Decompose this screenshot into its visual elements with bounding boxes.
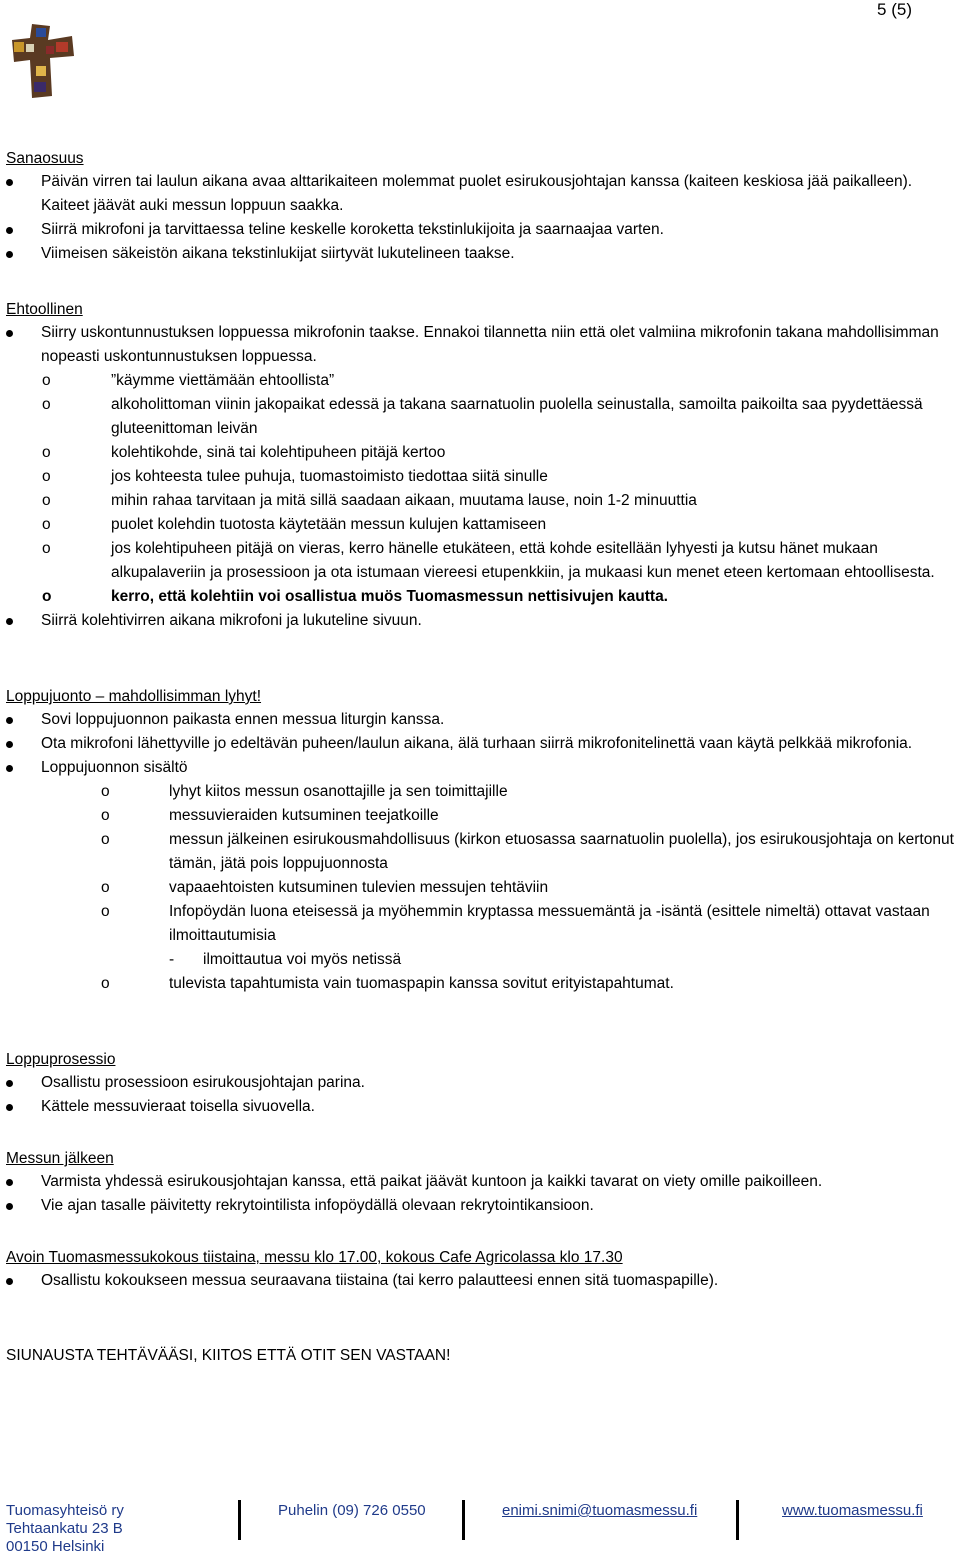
list-item: Sovi loppujuonnon paikasta ennen messua liturgin kanssa. <box>6 708 956 732</box>
tuomasmessu-cross-logo <box>6 22 78 100</box>
section-heading-loppujuonto: Loppujuonto – mahdollisimman lyhyt! <box>6 688 262 705</box>
footer-org: Tuomasyhteisö ry <box>6 1502 124 1519</box>
section-heading-loppuprosessio: Loppuprosessio <box>6 1051 116 1068</box>
section-heading-sanaosuus: Sanaosuus <box>6 150 84 167</box>
list-item: Osallistu prosessioon esirukousjohtajan parina. <box>6 1071 956 1095</box>
sub-list-item: o jos kohteesta tulee puhuja, tuomastoimisto tiedottaa siitä sinulle <box>76 465 956 489</box>
footer-phone-label: Puhelin <box>278 1502 329 1519</box>
sub-list-item: o Infopöydän luona eteisessä ja myöhemmin kryptassa messuemäntä ja -isäntä (esittele nimeltä) ottavat vastaan ilmoittautumisia <box>135 900 956 948</box>
footer-divider <box>462 1500 465 1540</box>
footer <box>6 1498 960 1558</box>
footer-web-link[interactable]: www.tuomasmessu.fi <box>782 1502 923 1519</box>
list-item: Päivän virren tai laulun aikana avaa alttarikaiteen molemmat puolet esirukousjohtajan kanssa (kaiteen keskiosa jää paikalleen). Kaiteet jäävät auki messun loppuun saakka. <box>6 170 956 218</box>
sub-list-item: o tulevista tapahtumista vain tuomaspapin kanssa sovitut erityistapahtumat. <box>135 972 956 996</box>
closing-text: SIUNAUSTA TEHTÄVÄÄSI, KIITOS ETTÄ OTIT SEN VASTAAN! <box>6 1347 451 1364</box>
section-heading-ehtoollinen: Ehtoollinen <box>6 301 83 318</box>
list-item: Viimeisen säkeistön aikana tekstinlukijat siirtyvät lukutelineen taakse. <box>6 242 956 266</box>
list-item: Vie ajan tasalle päivitetty rekrytointilista infopöydällä olevaan rekrytointikansioon. <box>6 1194 956 1218</box>
sub-list-item: o puolet kolehdin tuotosta käytetään messun kulujen kattamiseen <box>76 513 956 537</box>
sub-list-item: o mihin rahaa tarvitaan ja mitä sillä saadaan aikaan, muutama lause, noin 1-2 minuuttia <box>76 489 956 513</box>
page-number: 5 (5) <box>877 0 912 19</box>
footer-phone-number: (09) 726 0550 <box>332 1502 426 1519</box>
footer-address <box>6 1502 124 1556</box>
list-item <box>6 756 956 996</box>
sub-list-item: o kolehtikohde, sinä tai kolehtipuheen pitäjä kertoo <box>76 441 956 465</box>
sub-list-item: o vapaaehtoisten kutsuminen tulevien messujen tehtäviin <box>135 876 956 900</box>
sub-list-item: o ”käymme viettämään ehtoollista” <box>76 369 956 393</box>
footer-phone <box>278 1502 426 1520</box>
sub-list-item: o messuvieraiden kutsuminen teejatkoille <box>135 804 956 828</box>
list-item <box>6 321 956 609</box>
footer-divider <box>736 1500 739 1540</box>
sub-list-item: o jos kolehtipuheen pitäjä on vieras, kerro hänelle etukäteen, että kohde esitellään lyhyesti ja kutsu hänet mukaan alkupalaveriin ja prosessioon ja ota istumaan viereesi etupenkkiin, ja mukaasi kun menet eteen kertomaan ehtoollisesta. <box>76 537 956 585</box>
list-item: Siirrä mikrofoni ja tarvittaessa teline keskelle koroketta tekstinlukijoita ja saarnaajaa varten. <box>6 218 956 242</box>
footer-postal: 00150 Helsinki <box>6 1538 105 1555</box>
sub-list-item: o messun jälkeinen esirukousmahdollisuus (kirkon etuosassa saarnatuolin puolella), jos esirukousjohtaja on kertonut tämän, jätä pois loppujuonnosta <box>135 828 956 876</box>
list-item: Ota mikrofoni lähettyville jo edeltävän puheen/laulun aikana, älä turhaan siirrä mikrofonitelinettä vaan käytä pelkkää mikrofonia. <box>6 732 956 756</box>
list-item-text: Siirry uskontunnustuksen loppuessa mikrofonin taakse. Ennakoi tilannetta niin että olet valmiina mikrofonin takana mahdollisimman nopeasti uskontunnustuksen loppuessa. <box>41 324 939 365</box>
dash-list-item-text: ilmoittautua voi myös netissä <box>203 951 402 968</box>
section-heading-kokous: Avoin Tuomasmessukokous tiistaina, messu klo 17.00, kokous Cafe Agricolassa klo 17.30 <box>6 1249 623 1266</box>
dash-list-item <box>41 948 956 972</box>
list-item-text: Loppujuonnon sisältö <box>41 759 188 776</box>
list-item: Varmista yhdessä esirukousjohtajan kanssa, että paikat jäävät kuntoon ja kaikki tavarat on viety omille paikoilleen. <box>6 1170 956 1194</box>
section-heading-messun-jalkeen: Messun jälkeen <box>6 1150 114 1167</box>
sub-list-item: o alkoholittoman viinin jakopaikat edessä ja takana saarnatuolin puolella seinustalla, samoilta paikoilta saa pyydettäessä gluteenittoman leivän <box>76 393 956 441</box>
sub-list-item-bold: o kerro, että kolehtiin voi osallistua muös Tuomasmessun nettisivujen kautta. <box>76 585 956 609</box>
sub-list-item: o lyhyt kiitos messun osanottajille ja sen toimittajille <box>135 780 956 804</box>
footer-street: Tehtaankatu 23 B <box>6 1520 123 1537</box>
dash-marker: - <box>169 951 175 968</box>
list-item: Kättele messuvieraat toisella sivuovella. <box>6 1095 956 1119</box>
list-item: Osallistu kokoukseen messua seuraavana tiistaina (tai kerro palautteesi ennen sitä tuomaspapille). <box>6 1269 956 1293</box>
footer-email-link[interactable]: enimi.snimi@tuomasmessu.fi <box>502 1502 698 1519</box>
list-item: Siirrä kolehtivirren aikana mikrofoni ja lukuteline sivuun. <box>6 609 956 633</box>
footer-divider <box>238 1500 241 1540</box>
